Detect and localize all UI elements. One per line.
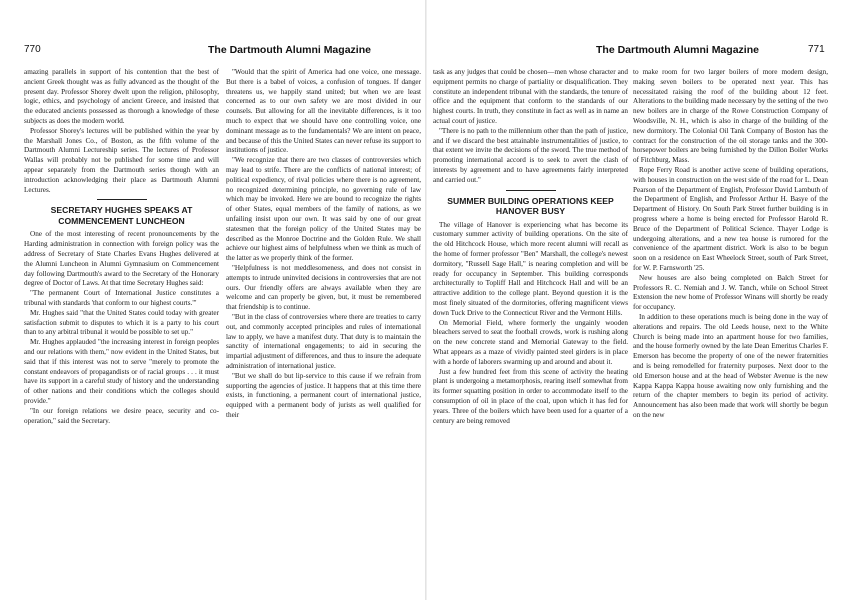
right-page-number: 771 (808, 44, 825, 55)
paragraph: Rope Ferry Road is another active scene of building operations, with houses in construction on the west side of the road for L. Dean Pearson of the Department of English, Professor David Lambuth of the Department of English, and Professor Arthur H. Basye of the Department of History. On South Park Street further building is in progress where a home is being erected for Professor Harold R. Bruce of the Department of Political Science. Thayer Lodge is undergoing alterations, and a new tea house is rumored for the convenience of the apartment district. Work is also to be begun soon on a residence on East Wheelock Street, south of Park Street, for W. P. Farnsworth '25. (633, 165, 828, 272)
column-4 (633, 68, 828, 598)
paragraph: "Helpfulness is not meddlesomeness, and does not consist in attempts to intrude uninvited decisions in controversies that are not ours. Our friendly offers are always available when they are welcome and can properly be given, but, it must be remembered that friendship is to continue. (226, 263, 421, 312)
page-gutter (425, 0, 427, 600)
paragraph: task as any judges that could be chosen—men whose character and equipment permits no charge of partiality or disqualification. They constitute an independent tribunal with the standards, the tenure of office and the equipment that conform to the standards of our highest courts. In truth, they constitute in fact as well as in name an actual court of justice. (433, 68, 628, 125)
paragraph: Mr. Hughes applauded "the increasing interest in foreign peoples and our relations with them," now evident in the United States, but said that if this interest was not to serve "merely to promote the constant endeavors of propagandists or of racial groups . . . it must have its support in a careful study of history and the understanding of other nations and their conditions which the colleges should provide." (24, 338, 219, 405)
paragraph: New houses are also being completed on Balch Street for Professors R. C. Nemiah and J. W. Tanch, while on School Street Extension the new home of Professor Winans will shortly be ready for occupancy. (633, 273, 828, 312)
paragraph: "The permanent Court of International Justice constitutes a tribunal with standards 'that conform to our highest courts.'" (24, 289, 219, 307)
right-running-head: The Dartmouth Alumni Magazine (596, 44, 759, 56)
paragraph: to make room for two larger boilers of more modern design, making seven boilers to be operated next year. This has necessitated raising the roof of the building about 12 feet. Alterations to the building made necessary by the setting of the two new boilers are in charge of the Rowe Construction Company of Woodsville, N. H., which is also in charge of the building of the new dormitory. The Colonial Oil Tank Company of Boston has the contract for the construction of the oil storage tanks and the 300-horsepower boilers are being furnished by the Dillon Boiler Works of Fitchburg, Mass. (633, 68, 828, 165)
paragraph: The village of Hanover is experiencing what has become its customary summer activity of building operations. On the site of the old Hitchcock House, which more recent alumni will recall as the home of former professor "Ben" Marshall, the college's newest dormitory, "Russell Sage Hall," is nearing completion and will be ready for occupancy in September. This building corresponds architecturally to Topliff Hall and Hitchcock Hall and will be an attractive addition to the college plant. Beyond question it is the most finely situated of the dormitories, offering magnificent views down Tuck Drive to the Connecticut River and the Vermont Hills. (433, 220, 628, 317)
paragraph: On Memorial Field, where formerly the ungainly wooden bleachers served to seat the football crowds, work is rushing along on the new concrete stand and Memorial Gateway to the field. What appears as a maze of vividly painted steel girders is in place with a horde of laborers swarming up and around and about it. (433, 318, 628, 366)
paragraph: Professor Shorey's lectures will be published within the year by the Marshall Jones Co., of Boston, as the fifth volume of the Dartmouth Alumni Lectureship series. The lectures of Professor Wallas will probably not be published for some time and will appear separately from the Dartmouth series though with an introduction acknowledging their place as Dartmouth Alumni Lectures. (24, 126, 219, 194)
column-3 (433, 68, 628, 598)
paragraph: "But in the class of controversies where there are treaties to carry out, and commonly accepted principles and rules of international law to apply, we have a manifest duty. That duty is to maintain the sanctity of international engagements; to aid in securing the impartial adjustment of differences, and thus to insure the adequate administration of international justice. (226, 312, 421, 370)
article-heading: SECRETARY HUGHES SPEAKS AT COMMENCEMENT LUNCHEON (50, 205, 193, 226)
paragraph: "There is no path to the millennium other than the path of justice, and if we discard the best attainable instrumentalities of justice, to that extent we invite the decisions of the sword. The true method of promoting international accord is to seek to avert the clash of interests by agreement and to have agreements fairly interpreted and carried out." (433, 126, 628, 184)
paragraph: Just a few hundred feet from this scene of activity the heating plant is undergoing a metamorphosis, rearing itself somewhat from its former squatting position in order to accommodate itself to the consumption of oil in place of the coal, upon which it has fed for years. Three of the boilers which have been used for a quarter of a century are being removed (433, 367, 628, 425)
paragraph: One of the most interesting of recent pronouncements by the Harding administration in connection with foreign policy was the address of Secretary of State Charles Evans Hughes delivered at the Alumni Luncheon in Alumni Gymnasium on Commencement day following Dartmouth's award to the Secretary of the Honorary degree of Doctor of Laws. At that time Secretary Hughes said: (24, 230, 219, 288)
paragraph: amazing parallels in support of his contention that the best of ancient Greek thought was as fully advanced as the thought of the present day. Professor Shorey dwelt upon the religion, philosophy, logic, ethics, and psychology of ancient Greece, and insisted that the educated ancients possessed as thorough a knowledge of these subjects as does the modern world. (24, 68, 219, 125)
article-heading: SUMMER BUILDING OPERATIONS KEEP HANOVER BUSY (447, 195, 614, 217)
paragraph: "Would that the spirit of America had one voice, one message. But there is a babel of voices, a confusion of tongues. If danger threatens us, we happily stand united; but when we are least concerned as to our own safety we are most divided in our counsels. But allowing for all the inevitable differences, is it too much to expect that we should have one controlling voice, one dominant message as to the fundamentals? We are intent on peace, and because of this the United States can never refuse its support to institutions of justice. (226, 68, 421, 155)
paragraph: In addition to these operations much is being done in the way of alterations and repairs. The old Leeds house, next to the White Church is being made into an apartment house for two families, and the house formerly owned by the late Dean Emeritus Charles F. Emerson has become the property of one of the newer fraternities and is being remodelled for fraternity purposes. Next door to the old Emerson house and at the head of Webster Avenue is the new Kappa Kappa Kappa house awaiting now only furnishing and the return of the chapter members to begin its period of activity. Announcement has also been made that work will shortly be begun on the new (633, 312, 828, 419)
paragraph: "But we shall do but lip-service to this cause if we refrain from supporting the agencies of justice. It happens that at this time there exists, in functioning, a permanent court of international justice, equipped with a permanent body of jurists as well qualified for their (226, 371, 421, 419)
left-page-number: 770 (24, 44, 41, 55)
column-2 (226, 68, 421, 598)
paragraph: "In our foreign relations we desire peace, security and co-operation," said the Secretary. (24, 406, 219, 425)
paragraph: "We recognize that there are two classes of controversies which may lead to strife. There are the conflicts of national interest; of political expediency, of rival policies where there is no agreement, no recognized determining principle, no governing rule of law which may be invoked. Here we are bound to recognize the rights of other States, equal members of the family of nations, as we unfailing insist upon our own. It was said by one of our great statesmen that the foreign policy of the United States may be described as the Monroe Doctrine and the Golden Rule. We shall achieve our highest aims of helpfulness when we think as much of the latter as we properly think of the former. (226, 156, 421, 263)
column-1 (24, 68, 219, 598)
divider (97, 199, 147, 200)
left-running-head: The Dartmouth Alumni Magazine (208, 44, 371, 56)
divider (506, 190, 556, 191)
paragraph: Mr. Hughes said "that the United States could today with greater satisfaction submit to disputes to which it is a party to his court than to any arbitral tribunal it would be possible to set up." (24, 308, 219, 337)
